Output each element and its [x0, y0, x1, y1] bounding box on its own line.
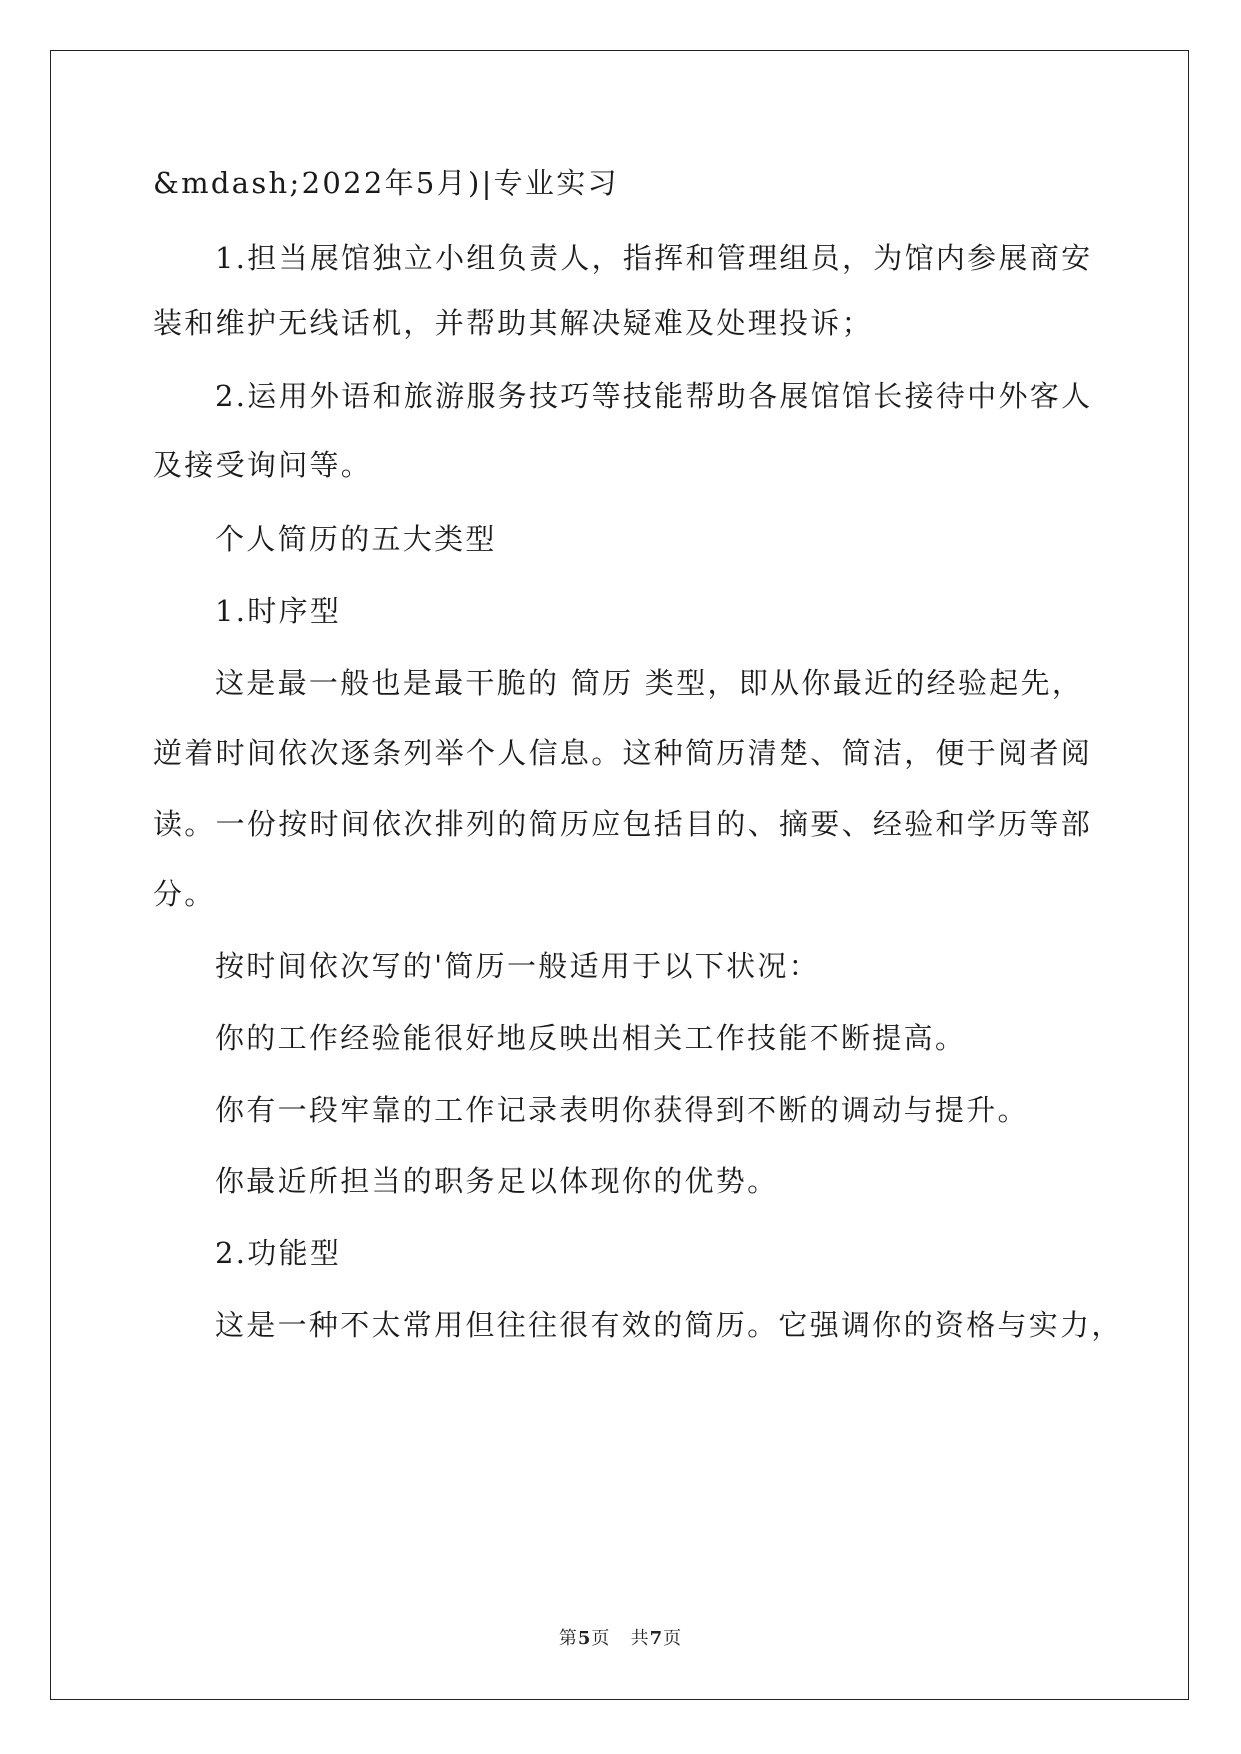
text-line: 这是最一般也是最干脆的 简历 类型，即从你最近的经验起先， [215, 666, 1084, 700]
page-border [50, 50, 1189, 1700]
text-line: 1.担当展馆独立小组负责人，指挥和管理组员，为馆内参展商安 [215, 241, 1093, 275]
text-line: 及接受询问等。 [153, 448, 373, 482]
subsection-heading: 1.时序型 [215, 594, 342, 628]
text-line: 分。 [153, 877, 216, 911]
text-line: 你的工作经验能很好地反映出相关工作技能不断提高。 [215, 1021, 967, 1055]
text-line: 你最近所担当的职务足以体现你的优势。 [215, 1164, 779, 1198]
footer-page-unit: 页 [591, 1628, 611, 1649]
text-line: 这是一种不太常用但往往很有效的简历。它强调你的资格与实力， [215, 1308, 1123, 1342]
text-line: 2.运用外语和旅游服务技巧等技能帮助各展馆馆长接待中外客人 [215, 379, 1093, 413]
text-line: 你有一段牢靠的工作记录表明你获得到不断的调动与提升。 [215, 1093, 1029, 1127]
footer-total-unit: 页 [663, 1628, 683, 1649]
text-line: 按时间依次写的'简历一般适用于以下状况： [215, 949, 820, 983]
text-line: 逆着时间依次逐条列举个人信息。这种简历清楚、简洁，便于阅者阅 [153, 736, 1093, 770]
text-line: &mdash;2022年5月)|专业实习 [153, 166, 619, 200]
footer-total-prefix: 共 [630, 1628, 650, 1649]
footer-prefix: 第 [558, 1628, 578, 1649]
current-page-number: 5 [577, 1628, 592, 1649]
subsection-heading: 2.功能型 [215, 1236, 342, 1270]
total-pages-number: 7 [649, 1628, 664, 1649]
text-line: 装和维护无线话机，并帮助其解决疑难及处理投诉； [153, 306, 873, 340]
section-heading: 个人简历的五大类型 [215, 522, 497, 556]
page-footer [0, 1624, 1241, 1650]
text-line: 读。一份按时间依次排列的简历应包括目的、摘要、经验和学历等部 [153, 807, 1093, 841]
